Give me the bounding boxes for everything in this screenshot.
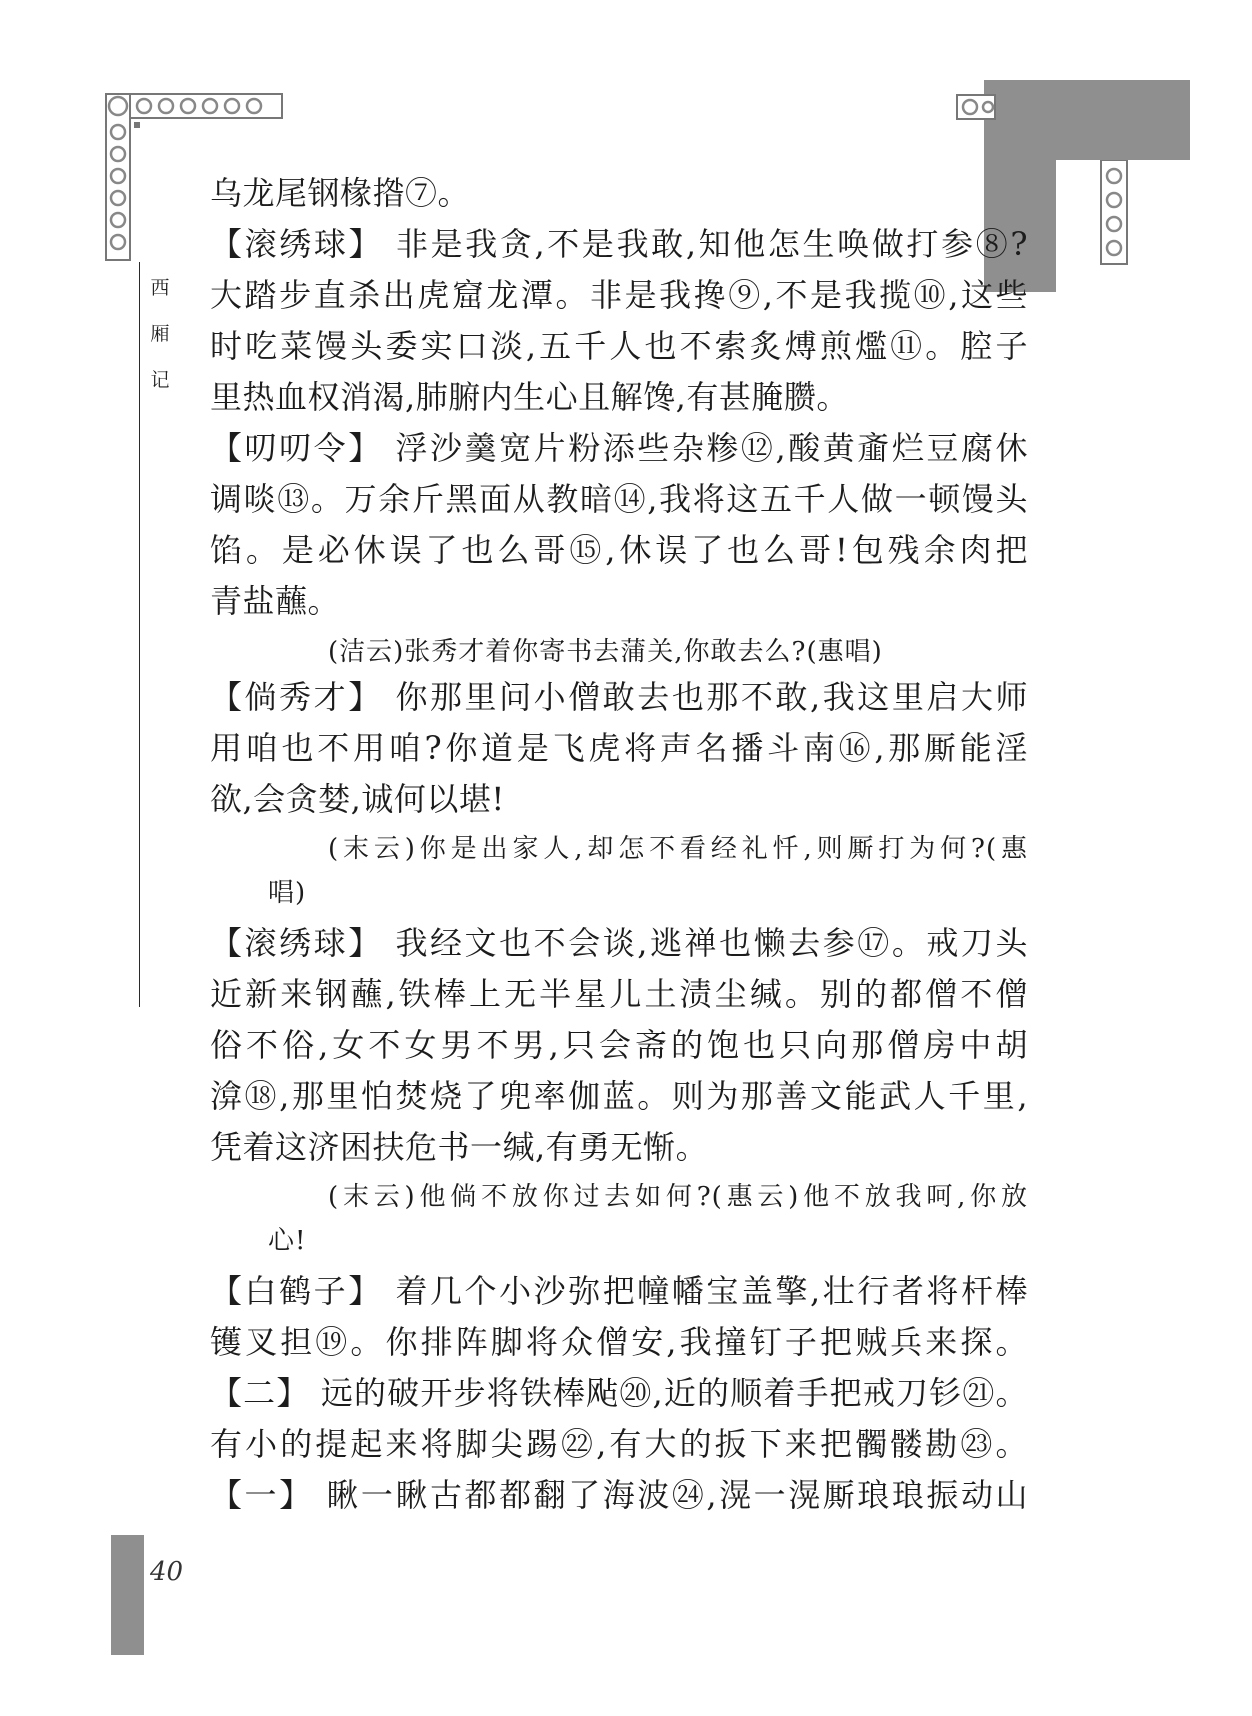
text-line: 【滚绣球】 非是我贪,不是我敢,知他怎生唤做打参⑧? bbox=[210, 225, 1028, 263]
text-line: 用咱也不用咱?你道是飞虎将声名播斗南⑯,那厮能淫 bbox=[210, 729, 1028, 767]
text-line: 【叨叨令】 浮沙羹宽片粉添些杂糁⑫,酸黄齑烂豆腐休 bbox=[210, 429, 1028, 467]
stage-direction: 唱) bbox=[268, 878, 307, 908]
text-line: 【一】 瞅一瞅古都都翻了海波㉔,滉一滉厮琅琅振动山 bbox=[210, 1476, 1028, 1514]
text-line: 近新来钢蘸,铁棒上无半星儿土渍尘缄。别的都僧不僧 bbox=[210, 975, 1028, 1013]
stage-direction: (末云)他倘不放你过去如何?(惠云)他不放我呵,你放 bbox=[328, 1182, 1028, 1212]
text-line: 有小的提起来将脚尖踢㉒,有大的扳下来把髑髅勘㉓。 bbox=[210, 1425, 1028, 1463]
page-number: 40 bbox=[150, 1557, 184, 1587]
stage-direction: 心! bbox=[268, 1226, 307, 1256]
text-line: 俗不俗,女不女男不男,只会斋的饱也只向那僧房中胡 bbox=[210, 1026, 1028, 1064]
text-line: 凭着这济困扶危书一缄,有勇无惭。 bbox=[210, 1128, 709, 1166]
text-line: 镬叉担⑲。你排阵脚将众僧安,我撞钉子把贼兵来探。 bbox=[210, 1323, 1028, 1361]
text-line: 【二】 远的破开步将铁棒飐⑳,近的顺着手把戒刀钐㉑。 bbox=[210, 1374, 1028, 1412]
corner-ornament-right-side bbox=[1098, 160, 1132, 268]
book-title: 西厢记 bbox=[150, 277, 170, 391]
text-line: 馅。是必休误了也么哥⑮,休误了也么哥!包残余肉把 bbox=[210, 531, 1028, 569]
text-line: 【白鹤子】 着几个小沙弥把幢幡宝盖擎,壮行者将杆棒 bbox=[210, 1272, 1028, 1310]
text-line: 【滚绣球】 我经文也不会谈,逃禅也懒去参⑰。戒刀头 bbox=[210, 924, 1028, 962]
text-line: 渰⑱,那里怕焚烧了兜率伽蓝。则为那善文能武人千里, bbox=[210, 1077, 1028, 1115]
corner-ornament-right-top bbox=[956, 94, 996, 124]
gray-block-bottom-left bbox=[111, 1535, 144, 1655]
text-line: 调啖⑬。万余斤黑面从教暗⑭,我将这五千人做一顿馒头 bbox=[210, 480, 1028, 518]
stage-direction: (末云)你是出家人,却怎不看经礼忏,则厮打为何?(惠 bbox=[328, 834, 1028, 864]
text-line: 欲,会贪婪,诚何以堪! bbox=[210, 780, 505, 818]
text-line: 里热血权消渴,肺腑内生心且解馋,有甚腌臜。 bbox=[210, 378, 849, 416]
text-line: 乌龙尾钢椽揝⑦。 bbox=[210, 174, 471, 212]
text-line: 时吃菜馒头委实口淡,五千人也不索炙煿煎爁⑪。腔子 bbox=[210, 327, 1028, 365]
text-line: 【倘秀才】 你那里问小僧敢去也那不敢,我这里启大师 bbox=[210, 678, 1028, 716]
text-line: 大踏步直杀出虎窟龙潭。非是我搀⑨,不是我揽⑩,这些 bbox=[210, 276, 1028, 314]
stage-direction: (洁云)张秀才着你寄书去蒲关,你敢去么?(惠唱) bbox=[328, 637, 883, 667]
text-line: 青盐蘸。 bbox=[210, 582, 341, 620]
margin-rule bbox=[139, 262, 140, 1007]
book-title-vertical bbox=[148, 265, 172, 403]
